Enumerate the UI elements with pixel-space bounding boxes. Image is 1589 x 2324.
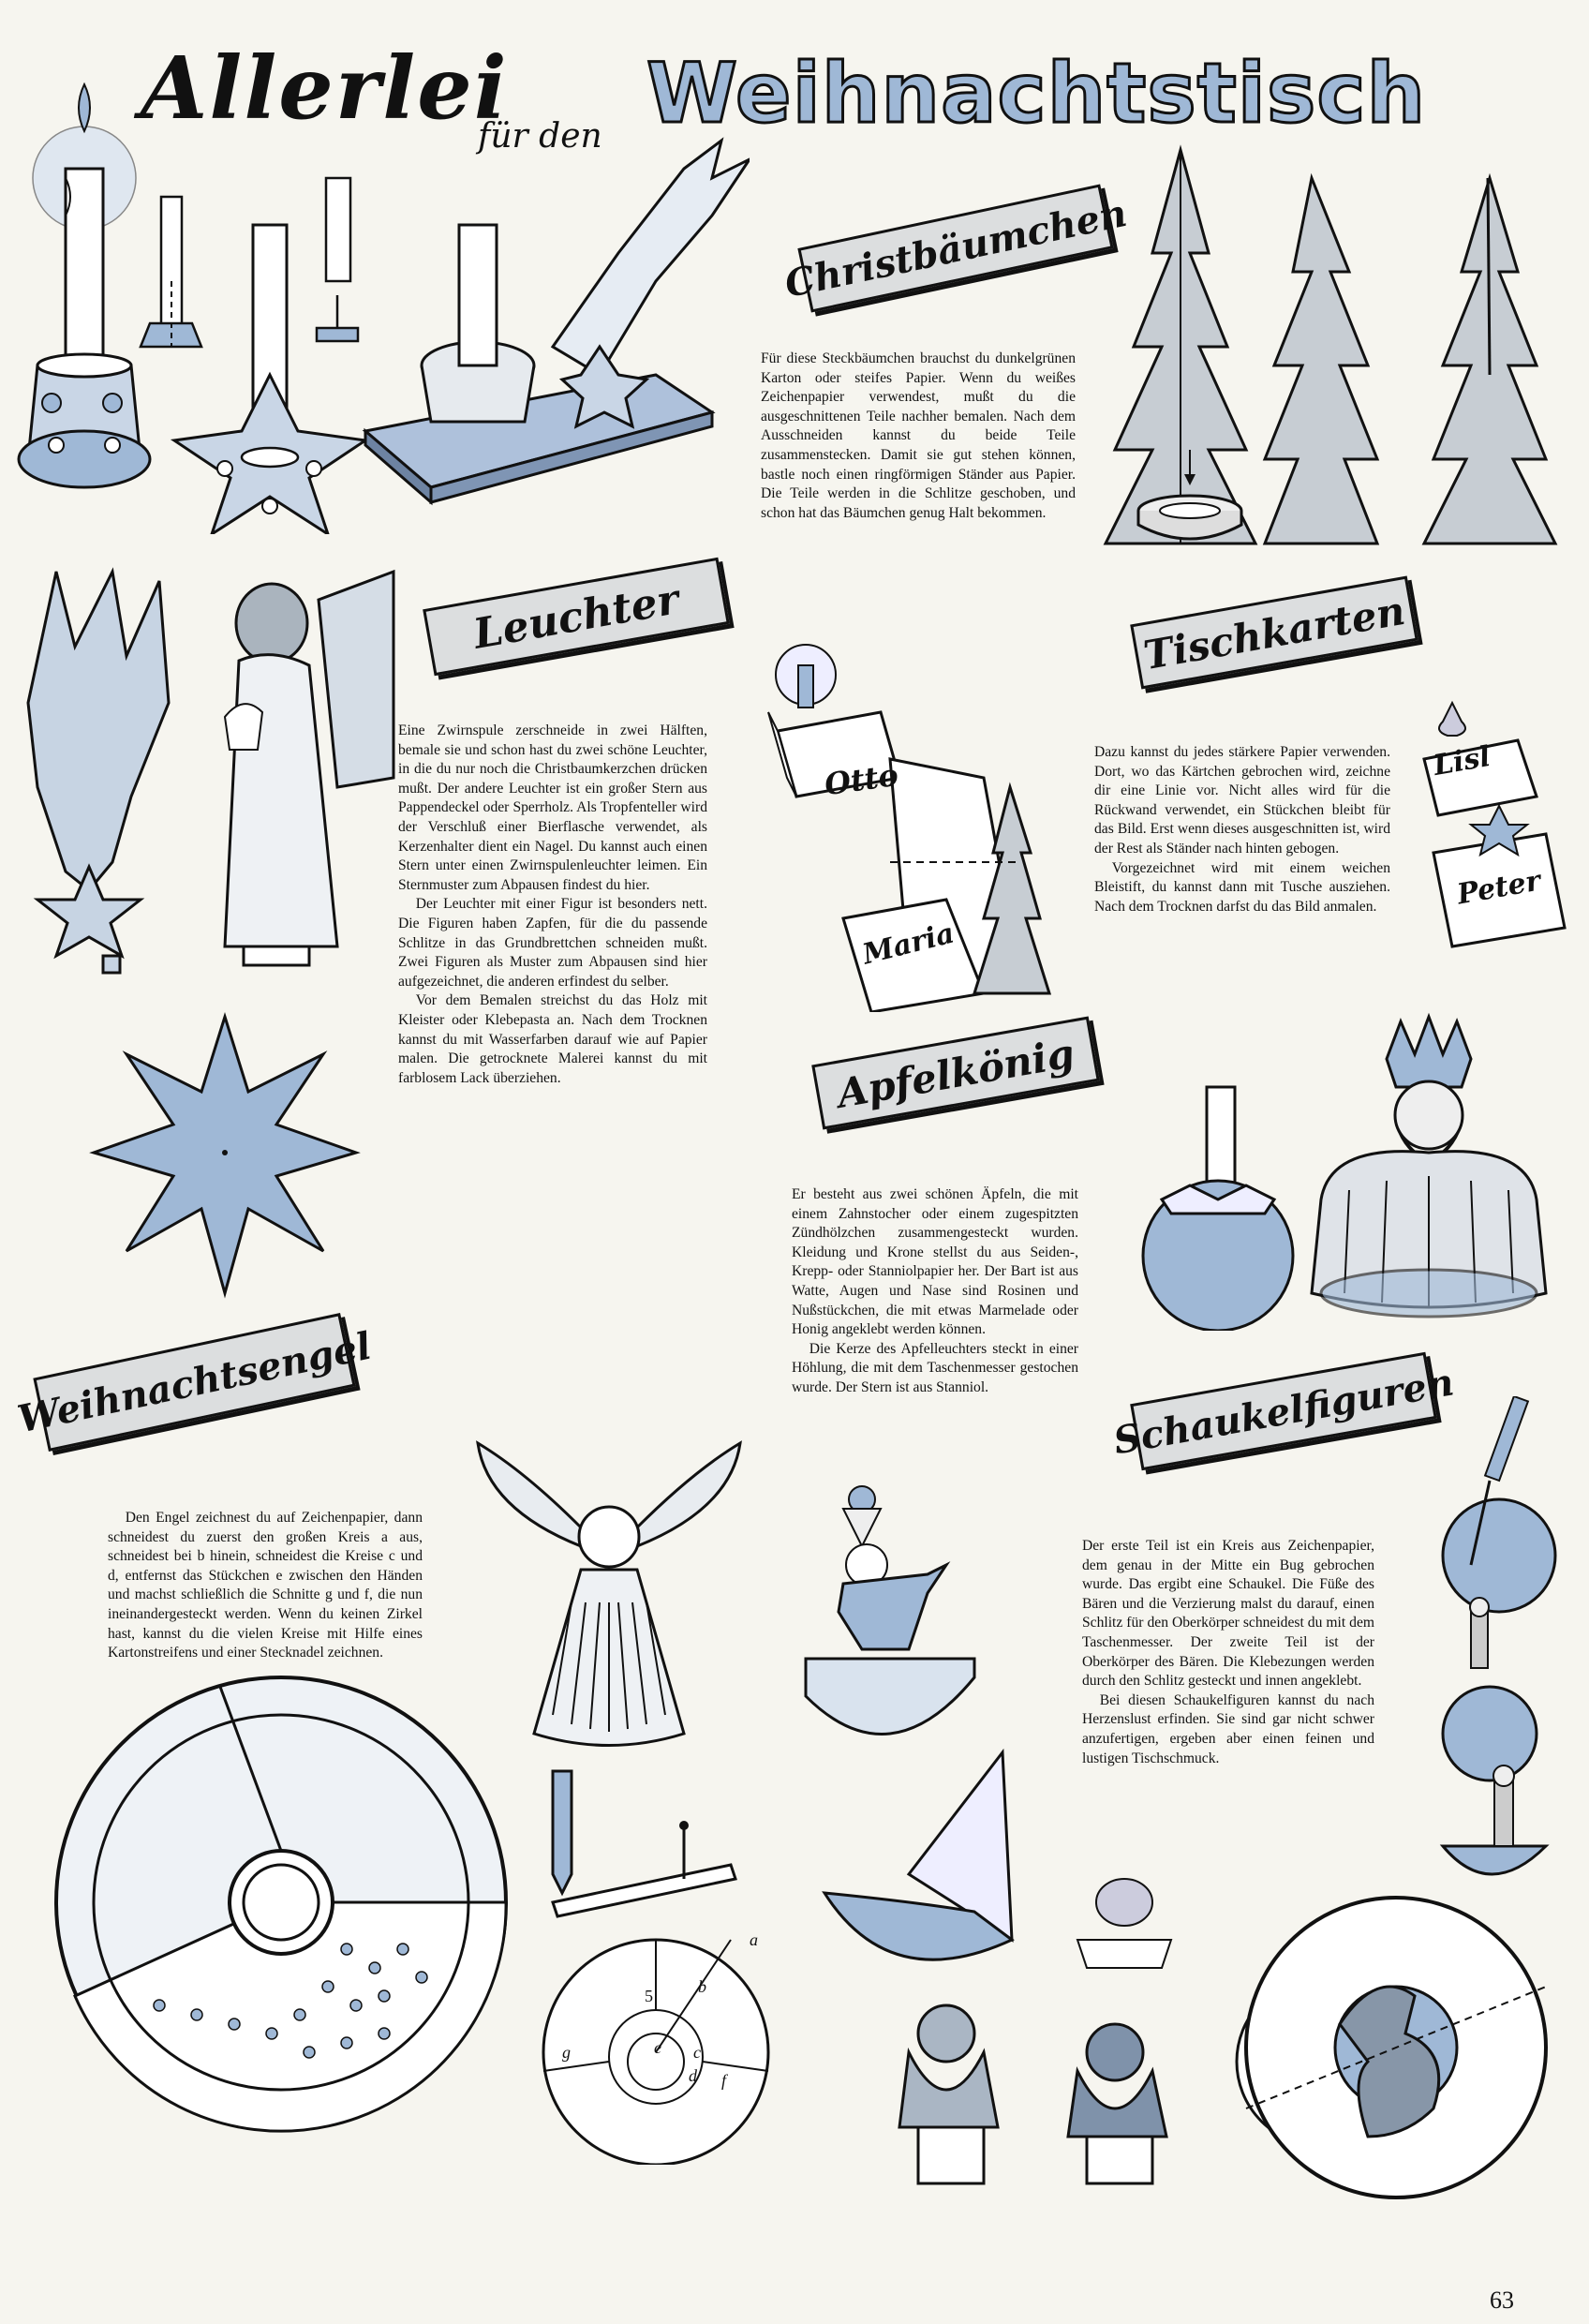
paragraph: Vorgezeichnet wird mit einem weichen Bleistift, du kannst dann mit Tusche ausziehen. Nach dem Trocknen darfst du das Bild anmalen. bbox=[1094, 859, 1390, 915]
text-christbaeumchen bbox=[761, 350, 1076, 523]
apple-king-illustration bbox=[1106, 1012, 1574, 1331]
label-schaukelfiguren: Schaukelfiguren bbox=[1130, 1352, 1437, 1470]
text-apfelkoenig bbox=[792, 1185, 1078, 1398]
title-allerlei: Allerlei bbox=[141, 37, 509, 139]
diagram-letter-g: g bbox=[562, 2043, 571, 2062]
place-card-peter: Peter bbox=[1454, 864, 1543, 912]
paragraph: Den Engel zeichnest du auf Zeichenpapier, dann schneidest du zuerst den großen Kreis a aus, schneidest bei b hinein, schneidest die Kreise c und d, entfernst das Stückchen e zwischen den Händen und machst schließlich die Schnitte g und f, die nun ineinandergesteckt werden. Wenn du keinen Zirkel hast, kannst du die vielen Kreise mit Hilfe eines Kartonstreifens und einer Stecknadel zeichnen. bbox=[108, 1510, 423, 1661]
place-card-maria: Maria bbox=[859, 916, 958, 972]
diagram-letter-f: f bbox=[721, 2071, 727, 2090]
candle-holders-illustration bbox=[0, 66, 750, 534]
diagram-number-5: 5 bbox=[645, 1987, 653, 2005]
angel-circle-pattern bbox=[47, 1668, 515, 2137]
label-leuchter: Leuchter bbox=[423, 558, 730, 676]
page-number: 63 bbox=[1490, 2287, 1514, 2314]
paragraph: Bei diesen Schaukelfiguren kannst du nach Herzenslust erfinden. Sie sind gar nicht schwer anzufertigen, ergeben aber einen feinen und lustigen Tischschmuck. bbox=[1082, 1691, 1374, 1766]
title-weihnachtstisch: Weihnachtstisch bbox=[646, 45, 1427, 142]
paragraph: Dazu kannst du jedes stärkere Papier verwenden. Dort, wo das Kärtchen gebrochen wird, zeichne dir eine Linie vor. Nicht alles wird für die Rückwand verwendet, ein Stückchen bleibt für das Bild. Erst wenn dieses ausgeschnitten ist, wird der Rest als Ständer nach hinten gebogen. bbox=[1094, 744, 1390, 857]
label-weihnachtsengel: Weihnachtsengel bbox=[33, 1313, 355, 1452]
paragraph: Der Leuchter mit einer Figur ist besonders nett. Die Figuren haben Zapfen, für die du passende Schlitze in das Grundbrettchen schneiden mußt. Zwei Figuren als Muster zum Abpausen sind hier aufgezeichnet, die anderen erfindest du selber. bbox=[398, 896, 707, 990]
text-tischkarten bbox=[1094, 743, 1390, 916]
paragraph: Für diese Steckbäumchen brauchst du dunkelgrünen Karton oder steifes Papier. Wenn du weißes Zeichenpapier verwendest, mußt du die ausgeschnittenen Teile nachher bemalen. Nach dem Ausschneiden kannst du beide Teile zusammenstecken. Damit sie gut stehen können, bastle noch einen ringförmigen Ständer aus Papier. Die Teile werden in die Schlitze geschoben, und schon hat das Bäumchen genug Halt bekommen. bbox=[761, 350, 1076, 521]
paragraph: Eine Zwirnspule zerschneide in zwei Hälften, bemale sie und schon hast du zwei schöne Leuchter, in die du nur noch die Christbaumkerzchen drücken mußt. Der andere Leuchter ist ein großer Stern aus Pappendeckel oder Sperrholz. Als Tropfenteller wird der Verschluß einer Bierflasche verwendet, als Kerzenhalter dient ein Nagel. Du kannst auch einen Stern unter einen Zwirnspulenleuchter leimen. Ein Sternmuster zum Abpausen findest du hier. bbox=[398, 723, 707, 893]
diagram-letter-a: a bbox=[750, 1930, 758, 1949]
seal-rocker-pattern bbox=[1227, 1893, 1583, 2202]
diagram-letter-b: b bbox=[698, 1977, 706, 1996]
title-fuer-den: für den bbox=[478, 117, 602, 156]
paragraph: Er besteht aus zwei schönen Äpfeln, die mit einem Zahnstocher oder einem zugespitzten Zündhölzchen zusammengesteckt wurden. Kleidung und Krone stellst du aus Seiden-, Krepp- oder Stanniolpapier her. Der Bart ist aus Watte, Augen und Nase sind Rosinen und Nußstückchen, die mit etwas Marmelade oder Honig angeklebt werden können. bbox=[792, 1186, 1078, 1338]
text-weihnachtsengel bbox=[108, 1509, 423, 1663]
cutting-diagram bbox=[534, 1921, 778, 2165]
place-card-lisl: Lisl bbox=[1431, 739, 1493, 783]
diagram-letter-d: d bbox=[689, 2066, 697, 2085]
templates-comet-angel-star bbox=[0, 553, 412, 1359]
paragraph: Vor dem Bemalen streichst du das Holz mit Kleister oder Klebepasta an. Nach dem Trocknen kannst du mit Wasserfarben darauf wie auf Papier malen. Die getrocknete Malerei kannst du mit farblosem Lack überziehen. bbox=[398, 992, 707, 1086]
place-card-otto: Otto bbox=[822, 756, 901, 803]
diagram-letter-c: c bbox=[693, 2043, 701, 2062]
knife-and-rocker-illustration bbox=[1415, 1396, 1583, 1884]
paragraph: Die Kerze des Apfelleuchters steckt in einer Höhlung, die mit dem Taschenmesser gestochen wurde. Der Stern ist aus Stanniol. bbox=[792, 1340, 1078, 1395]
paragraph: Der erste Teil ist ein Kreis aus Zeichenpapier, dem genau in der Mitte ein Bug gebrochen wurde. Das ergibt eine Schaukel. Die Füße des Bären und die Verzierung malst du darauf, einen Schlitz für den Oberkörper schneidest du mit dem Taschenmesser. Der zweite Teil ist der Oberkörper des Bären. Die Klebezungen werden durch den Schlitz gesteckt und innen angeklebt. bbox=[1082, 1538, 1374, 1690]
label-christbaeumchen: Christbäumchen bbox=[797, 184, 1113, 312]
text-leuchter bbox=[398, 722, 707, 1088]
place-cards-right-illustration bbox=[1405, 693, 1583, 956]
label-apfelkoenig: Apfelkönig bbox=[811, 1016, 1100, 1129]
diagram-letter-e: e bbox=[654, 2038, 661, 2057]
label-tischkarten: Tischkarten bbox=[1130, 575, 1418, 689]
christmas-trees-illustration bbox=[1096, 141, 1583, 590]
